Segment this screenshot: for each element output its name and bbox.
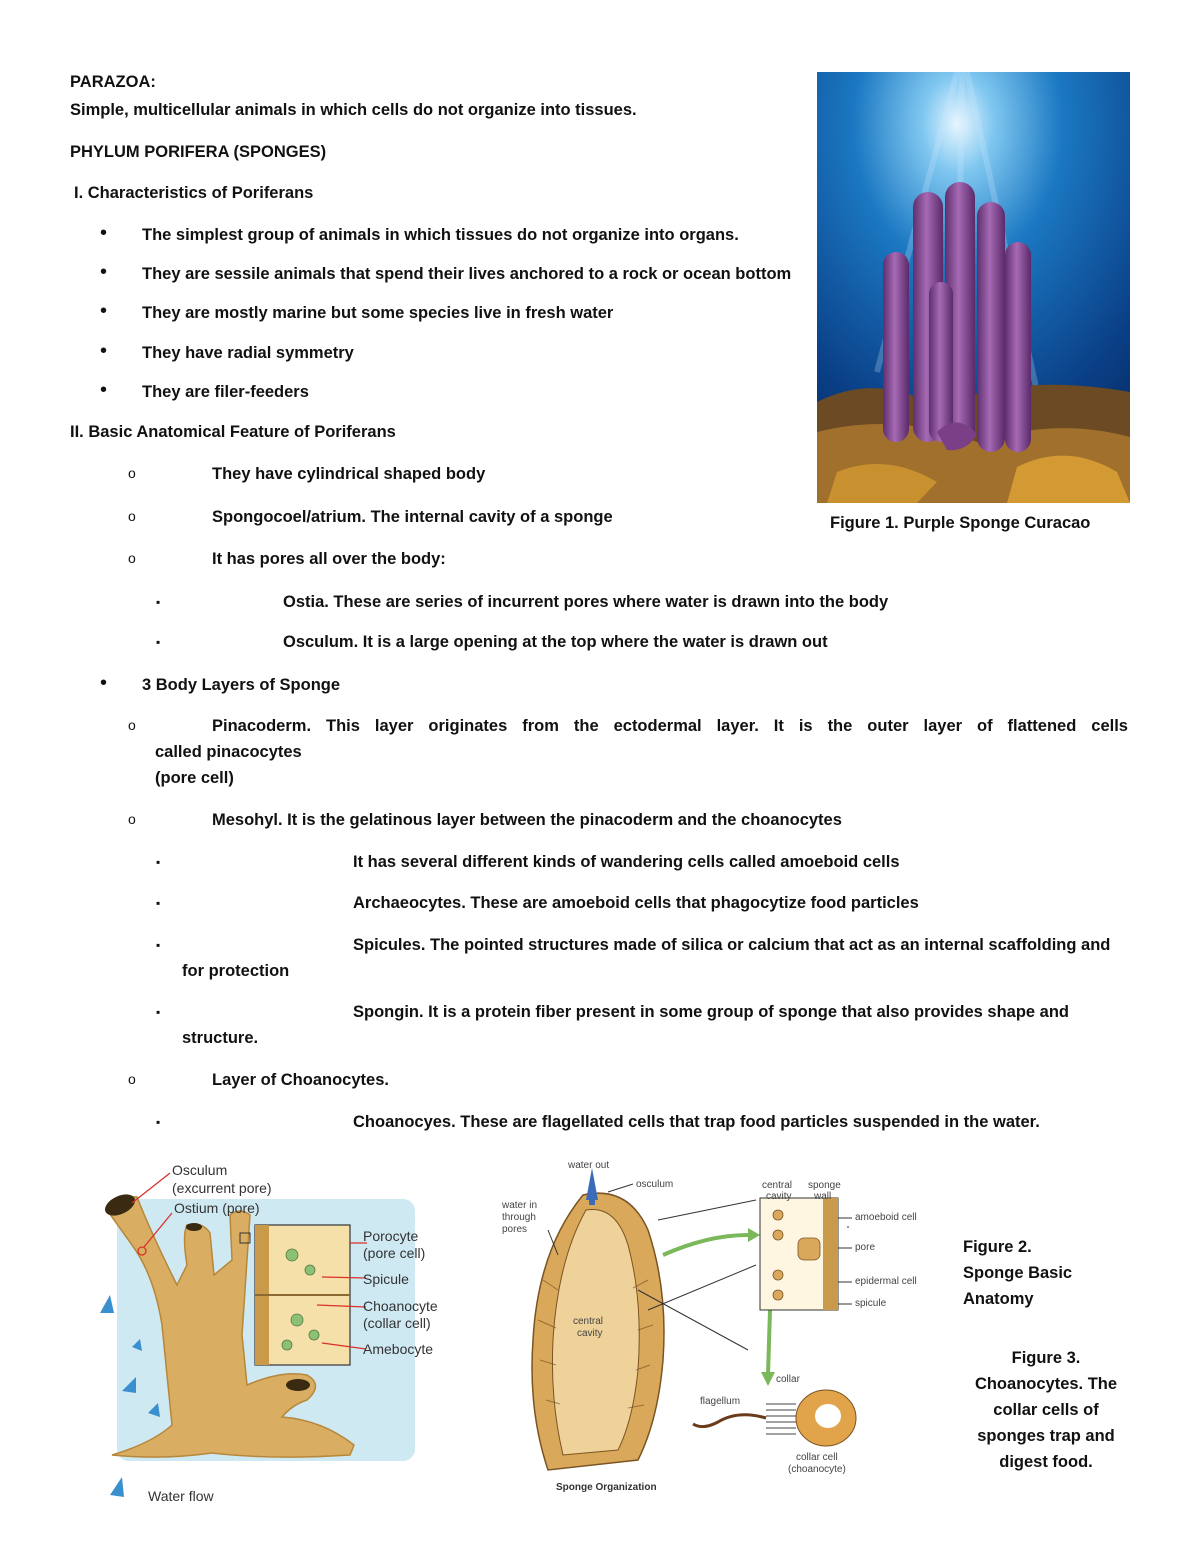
- bullet-square: [156, 1003, 160, 1021]
- label-water-in-2: through: [502, 1212, 536, 1223]
- figure3-caption-line: Choanocytes. The: [974, 1375, 1118, 1393]
- anatomy-item: It has pores all over the body:: [212, 550, 446, 568]
- section1-title: I. Characteristics of Poriferans: [74, 184, 314, 202]
- label-osculum: Osculum: [172, 1162, 228, 1178]
- bullet-square: [156, 936, 160, 954]
- sponge-anatomy-diagram: [92, 1155, 442, 1510]
- characteristic-item: The simplest group of animals in which tissues do not organize into organs.: [142, 226, 739, 244]
- label-pore: pore: [855, 1242, 876, 1253]
- pore-item: Ostia. These are series of incurrent pores where water is drawn into the body: [283, 593, 889, 611]
- label-water-in: water in: [502, 1200, 538, 1211]
- spongin-line2: structure.: [182, 1029, 259, 1047]
- bullet-square: [156, 633, 160, 651]
- bullet-dot: [100, 261, 107, 284]
- spicules-line2: for protection: [182, 962, 290, 980]
- figure2-caption-line: Figure 2.: [963, 1238, 1032, 1256]
- label-wall: wall: [814, 1191, 832, 1202]
- characteristic-item: They are sessile animals that spend their lives anchored to a rock or ocean bottom: [142, 265, 792, 283]
- mesohyl-item: Mesohyl. It is the gelatinous layer between the pinacoderm and the choanocytes: [212, 811, 842, 829]
- label-water-flow: Water flow: [148, 1488, 214, 1504]
- label-inset-cavity: cavity: [766, 1191, 792, 1202]
- label-porocyte: Porocyte: [363, 1228, 419, 1244]
- label-flagellum: flagellum: [700, 1396, 741, 1407]
- label-cavity: cavity: [577, 1328, 603, 1339]
- label-spicule-3: spicule: [855, 1298, 887, 1309]
- pinacoderm-line2: called pinacocytes: [155, 743, 302, 761]
- figure1-caption: Figure 1. Purple Sponge Curacao: [830, 514, 1091, 532]
- anatomy-item: They have cylindrical shaped body: [212, 465, 486, 483]
- bullet-circle: [128, 508, 136, 526]
- bullet-dot: [100, 300, 107, 323]
- bullet-dot: [100, 672, 107, 695]
- bullet-circle: [128, 550, 136, 568]
- label-amebocyte: Amebocyte: [363, 1341, 434, 1357]
- figure2-caption-line: Sponge Basic: [963, 1264, 1073, 1282]
- label-spicule: Spicule: [363, 1271, 409, 1287]
- bullet-square: [156, 894, 160, 912]
- section2-title: II. Basic Anatomical Feature of Poriferans: [70, 423, 396, 441]
- figure3-caption-line: Figure 3.: [1011, 1349, 1081, 1367]
- label-inset-central: central: [762, 1180, 793, 1191]
- spongin-line1: Spongin. It is a protein fiber present in some group of sponge that also provides shape and: [353, 1003, 1070, 1021]
- label-water-in-3: pores: [502, 1224, 528, 1235]
- anatomy-item: Spongocoel/atrium. The internal cavity of a sponge: [212, 508, 613, 526]
- bullet-dot: [100, 222, 107, 245]
- choanocyte-layer: Layer of Choanocytes.: [212, 1071, 389, 1089]
- label-porocyte-sub: (pore cell): [363, 1245, 426, 1261]
- bullet-circle: [128, 811, 136, 829]
- layers-title: 3 Body Layers of Sponge: [142, 676, 341, 694]
- pinacoderm-line1: Pinacoderm. This layer originates from the ectodermal layer. It is the outer layer of flattened cells: [212, 717, 1128, 735]
- parazoa-title: PARAZOA:: [70, 73, 156, 91]
- label-collar-cell: collar cell: [796, 1452, 838, 1463]
- bullet-circle: [128, 1071, 136, 1089]
- label-collar: collar: [776, 1374, 800, 1385]
- sponge-organization-title: Sponge Organization: [556, 1482, 657, 1493]
- label-osculum-3: osculum: [636, 1179, 674, 1190]
- mesohyl-subitem: It has several different kinds of wandering cells called amoeboid cells: [353, 853, 900, 871]
- label-osculum-sub: (excurrent pore): [172, 1180, 272, 1196]
- figure3-caption-line: digest food.: [999, 1453, 1093, 1471]
- label-choanocyte-sub: (collar cell): [363, 1315, 431, 1331]
- label-central: central: [573, 1316, 604, 1327]
- characteristic-item: They have radial symmetry: [142, 344, 354, 362]
- bullet-square: [156, 593, 160, 611]
- characteristic-item: They are mostly marine but some species live in fresh water: [142, 304, 614, 322]
- bullet-square: [156, 853, 160, 871]
- spicules-line1: Spicules. The pointed structures made of silica or calcium that act as an internal scaffolding and: [353, 936, 1111, 954]
- phylum-title: PHYLUM PORIFERA (SPONGES): [70, 143, 327, 161]
- parazoa-definition: Simple, multicellular animals in which cells do not organize into tissues.: [70, 101, 637, 119]
- bullet-dot: [100, 340, 107, 363]
- bullet-circle: [128, 465, 136, 483]
- label-epidermal-cell: epidermal cell: [855, 1276, 917, 1287]
- figure3-caption-line: sponges trap and: [977, 1427, 1115, 1445]
- label-water-out: water out: [568, 1160, 610, 1171]
- bullet-square: [156, 1113, 160, 1131]
- bullet-circle: [128, 717, 136, 735]
- sponge-organization-diagram: [498, 1160, 938, 1500]
- pinacoderm-line3: (pore cell): [155, 769, 234, 787]
- bullet-dot: [100, 379, 107, 402]
- figure2-caption-line: Anatomy: [963, 1290, 1034, 1308]
- label-choanocyte-3: (choanocyte): [788, 1464, 846, 1475]
- choanocyte-item: Choanocyes. These are flagellated cells that trap food particles suspended in the water.: [353, 1113, 1040, 1131]
- characteristic-item: They are filer-feeders: [142, 383, 309, 401]
- figure3-caption-line: collar cells of: [993, 1401, 1099, 1419]
- mesohyl-subitem: Archaeocytes. These are amoeboid cells that phagocytize food particles: [353, 894, 919, 912]
- label-ostium: Ostium (pore): [174, 1200, 260, 1216]
- label-amoeboid-cell: amoeboid cell: [855, 1212, 917, 1223]
- label-sponge: sponge: [808, 1180, 841, 1191]
- purple-sponge-photo: [817, 72, 1130, 503]
- label-choanocyte: Choanocyte: [363, 1298, 438, 1314]
- pore-item: Osculum. It is a large opening at the top where the water is drawn out: [283, 633, 828, 651]
